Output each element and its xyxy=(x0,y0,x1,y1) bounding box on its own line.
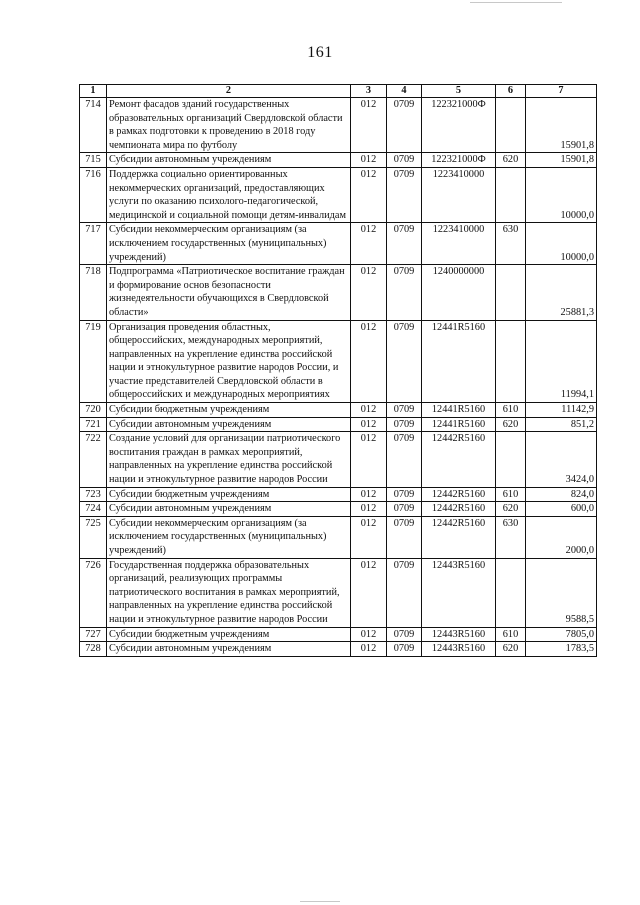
row-ministry-code: 012 xyxy=(351,167,387,222)
row-amount: 11142,9 xyxy=(526,403,597,418)
row-number: 727 xyxy=(80,627,107,642)
row-target-code: 12442R5160 xyxy=(422,516,496,558)
table-row xyxy=(80,487,597,502)
row-amount: 15901,8 xyxy=(526,98,597,153)
row-ministry-code: 012 xyxy=(351,627,387,642)
row-expense-type xyxy=(496,98,526,153)
row-amount: 1783,5 xyxy=(526,642,597,657)
row-number: 724 xyxy=(80,502,107,517)
row-number: 717 xyxy=(80,223,107,265)
row-target-code: 12442R5160 xyxy=(422,432,496,487)
row-section-code: 0709 xyxy=(387,642,422,657)
table-row xyxy=(80,558,597,627)
row-amount: 10000,0 xyxy=(526,167,597,222)
row-name: Субсидии некоммерческим организациям (за исключением государственных (муниципальных) учреждений) xyxy=(107,516,351,558)
row-name: Ремонт фасадов зданий государственных образовательных организаций Свердловской области в рамках подготовки к проведению в 2018 году чемпионата мира по футболу xyxy=(107,98,351,153)
row-number: 719 xyxy=(80,320,107,403)
row-section-code: 0709 xyxy=(387,167,422,222)
row-expense-type: 630 xyxy=(496,223,526,265)
row-target-code: 1223410000 xyxy=(422,167,496,222)
row-amount: 2000,0 xyxy=(526,516,597,558)
row-expense-type xyxy=(496,167,526,222)
table-body xyxy=(80,98,597,657)
table-row xyxy=(80,167,597,222)
row-ministry-code: 012 xyxy=(351,320,387,403)
row-number: 723 xyxy=(80,487,107,502)
row-name: Государственная поддержка образовательных организаций, реализующих программы патриотического воспитания в рамках мероприятий, направленных на укрепление единства российской нации и этнокультурное развитие народов России xyxy=(107,558,351,627)
row-expense-type xyxy=(496,320,526,403)
row-name: Поддержка социально ориентированных некоммерческих организаций, предоставляющих услуги по оказанию психолого-педагогической, медицинской и социальной помощи детям-инвалидам xyxy=(107,167,351,222)
row-amount: 25881,3 xyxy=(526,265,597,320)
row-number: 721 xyxy=(80,417,107,432)
row-expense-type: 620 xyxy=(496,153,526,168)
row-target-code: 12442R5160 xyxy=(422,502,496,517)
table-row xyxy=(80,320,597,403)
row-ministry-code: 012 xyxy=(351,403,387,418)
row-section-code: 0709 xyxy=(387,627,422,642)
row-target-code: 12443R5160 xyxy=(422,642,496,657)
row-target-code: 12441R5160 xyxy=(422,403,496,418)
page-number: 161 xyxy=(307,44,333,61)
row-section-code: 0709 xyxy=(387,153,422,168)
row-target-code: 12441R5160 xyxy=(422,320,496,403)
row-target-code: 12442R5160 xyxy=(422,487,496,502)
col-header-6: 6 xyxy=(496,85,526,98)
col-header-5: 5 xyxy=(422,85,496,98)
scan-edge-mark-top xyxy=(470,2,562,3)
table-row xyxy=(80,403,597,418)
col-header-4: 4 xyxy=(387,85,422,98)
row-amount: 7805,0 xyxy=(526,627,597,642)
row-number: 722 xyxy=(80,432,107,487)
row-name: Организация проведения областных, общероссийских, международных мероприятий, направленных на укрепление единства российской нации и этнокультурное развитие народов России, и участие представителей Свердловской области в общероссийских и международных мероприятиях xyxy=(107,320,351,403)
row-ministry-code: 012 xyxy=(351,98,387,153)
row-ministry-code: 012 xyxy=(351,432,387,487)
scan-edge-mark-bottom xyxy=(300,901,340,902)
table-row xyxy=(80,502,597,517)
row-name: Субсидии некоммерческим организациям (за исключением государственных (муниципальных) учреждений) xyxy=(107,223,351,265)
row-ministry-code: 012 xyxy=(351,502,387,517)
row-section-code: 0709 xyxy=(387,98,422,153)
row-section-code: 0709 xyxy=(387,432,422,487)
table-row xyxy=(80,265,597,320)
row-number: 720 xyxy=(80,403,107,418)
row-expense-type: 610 xyxy=(496,627,526,642)
row-name: Субсидии автономным учреждениям xyxy=(107,502,351,517)
row-number: 716 xyxy=(80,167,107,222)
row-ministry-code: 012 xyxy=(351,417,387,432)
table-row xyxy=(80,516,597,558)
row-expense-type: 610 xyxy=(496,487,526,502)
table-row xyxy=(80,98,597,153)
row-ministry-code: 012 xyxy=(351,558,387,627)
row-number: 718 xyxy=(80,265,107,320)
row-section-code: 0709 xyxy=(387,403,422,418)
row-name: Субсидии автономным учреждениям xyxy=(107,417,351,432)
row-expense-type xyxy=(496,558,526,627)
row-name: Субсидии бюджетным учреждениям xyxy=(107,403,351,418)
row-section-code: 0709 xyxy=(387,502,422,517)
row-name: Подпрограмма «Патриотическое воспитание граждан и формирование основ безопасности жизнедеятельности обучающихся в Свердловской области» xyxy=(107,265,351,320)
row-amount: 600,0 xyxy=(526,502,597,517)
row-amount: 3424,0 xyxy=(526,432,597,487)
row-name: Субсидии бюджетным учреждениям xyxy=(107,487,351,502)
row-section-code: 0709 xyxy=(387,223,422,265)
row-section-code: 0709 xyxy=(387,516,422,558)
row-expense-type xyxy=(496,265,526,320)
row-ministry-code: 012 xyxy=(351,516,387,558)
budget-table xyxy=(79,84,597,657)
row-section-code: 0709 xyxy=(387,487,422,502)
row-expense-type: 620 xyxy=(496,642,526,657)
table-row xyxy=(80,642,597,657)
row-amount: 11994,1 xyxy=(526,320,597,403)
row-name: Создание условий для организации патриотического воспитания граждан в рамках мероприятий, направленных на укрепление единства российской нации и этнокультурное развитие народов России xyxy=(107,432,351,487)
row-number: 715 xyxy=(80,153,107,168)
row-target-code: 12441R5160 xyxy=(422,417,496,432)
row-amount: 9588,5 xyxy=(526,558,597,627)
row-name: Субсидии бюджетным учреждениям xyxy=(107,627,351,642)
row-expense-type: 620 xyxy=(496,502,526,517)
row-amount: 851,2 xyxy=(526,417,597,432)
row-ministry-code: 012 xyxy=(351,153,387,168)
row-ministry-code: 012 xyxy=(351,642,387,657)
row-amount: 10000,0 xyxy=(526,223,597,265)
row-target-code: 12443R5160 xyxy=(422,627,496,642)
table-row xyxy=(80,153,597,168)
row-name: Субсидии автономным учреждениям xyxy=(107,153,351,168)
col-header-1: 1 xyxy=(80,85,107,98)
row-ministry-code: 012 xyxy=(351,265,387,320)
row-expense-type: 610 xyxy=(496,403,526,418)
row-amount: 15901,8 xyxy=(526,153,597,168)
table-row xyxy=(80,223,597,265)
row-expense-type xyxy=(496,432,526,487)
row-section-code: 0709 xyxy=(387,265,422,320)
row-name: Субсидии автономным учреждениям xyxy=(107,642,351,657)
row-number: 725 xyxy=(80,516,107,558)
table-row xyxy=(80,627,597,642)
row-target-code: 122321000Ф xyxy=(422,98,496,153)
row-target-code: 1223410000 xyxy=(422,223,496,265)
row-ministry-code: 012 xyxy=(351,223,387,265)
row-section-code: 0709 xyxy=(387,417,422,432)
row-amount: 824,0 xyxy=(526,487,597,502)
row-expense-type: 620 xyxy=(496,417,526,432)
table-row xyxy=(80,417,597,432)
row-ministry-code: 012 xyxy=(351,487,387,502)
row-section-code: 0709 xyxy=(387,320,422,403)
table-row xyxy=(80,432,597,487)
row-target-code: 1240000000 xyxy=(422,265,496,320)
col-header-7: 7 xyxy=(526,85,597,98)
row-number: 728 xyxy=(80,642,107,657)
row-section-code: 0709 xyxy=(387,558,422,627)
row-number: 726 xyxy=(80,558,107,627)
row-target-code: 122321000Ф xyxy=(422,153,496,168)
col-header-3: 3 xyxy=(351,85,387,98)
table-header-row xyxy=(80,85,597,98)
col-header-2: 2 xyxy=(107,85,351,98)
row-target-code: 12443R5160 xyxy=(422,558,496,627)
row-number: 714 xyxy=(80,98,107,153)
row-expense-type: 630 xyxy=(496,516,526,558)
